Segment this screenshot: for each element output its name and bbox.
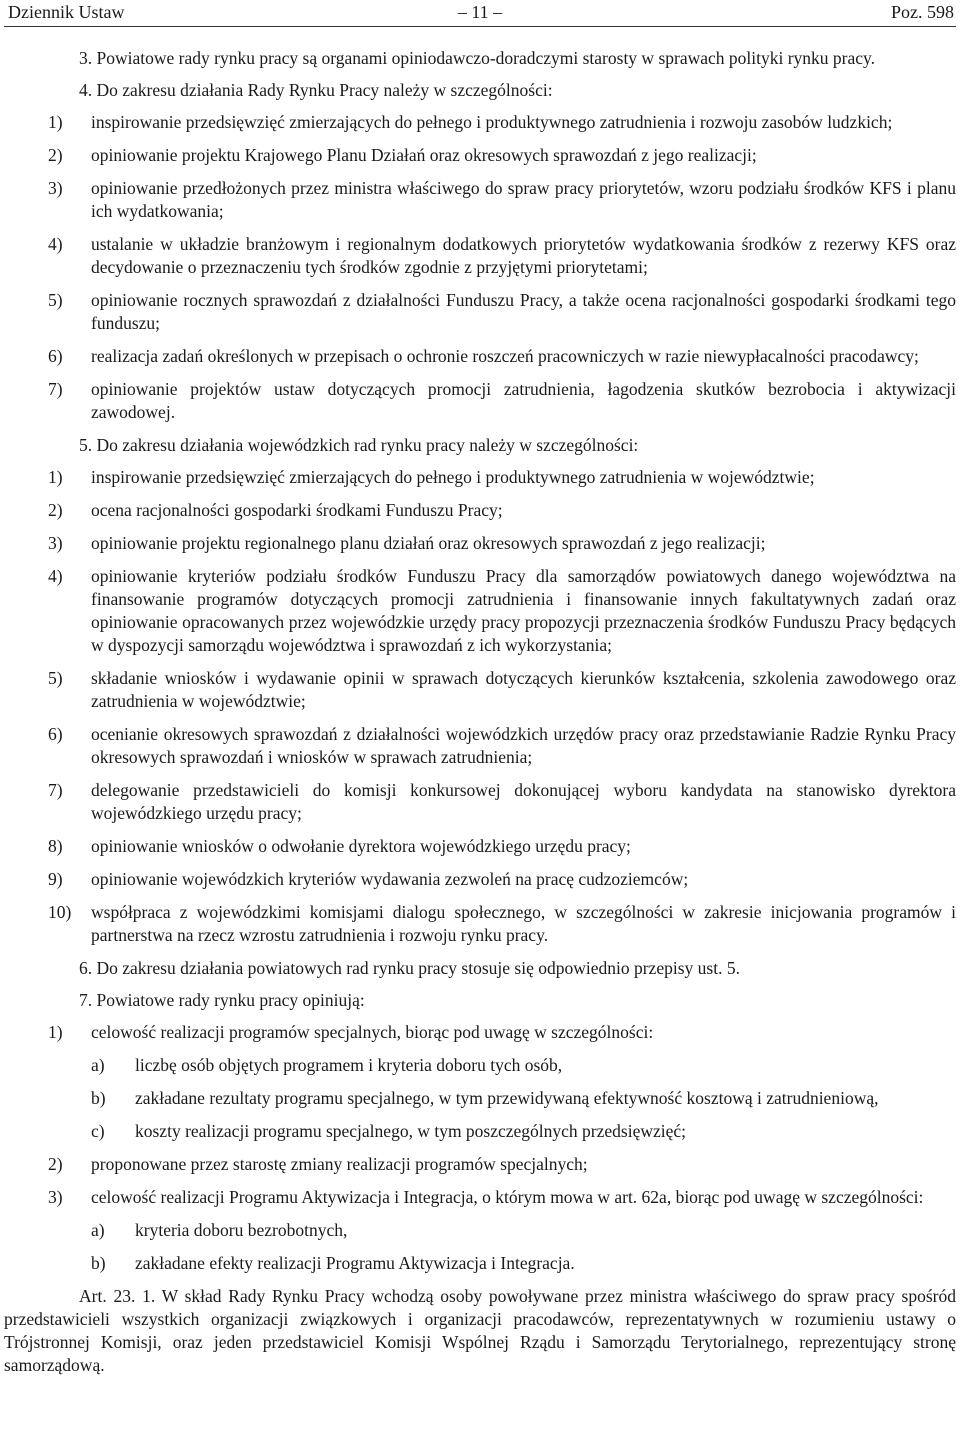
journal-title: Dziennik Ustaw [8,2,125,22]
sub-list-item [4,1120,956,1143]
item-number: 5) [48,290,63,310]
list-item [4,667,956,713]
sub-item-letter: b) [91,1088,106,1108]
sub-item-letter: b) [91,1253,106,1273]
item-number: 2) [48,1154,63,1174]
list-item [4,779,956,825]
page-number: – 11 – [457,2,503,22]
item-number: 9) [48,869,63,889]
list-item [4,111,956,134]
sub-list-item [4,1219,956,1242]
list-item [4,1186,956,1209]
item-number: 4) [48,234,63,254]
sub-list-item [4,1087,956,1110]
item-text: opiniowanie przedłożonych przez ministra właściwego do spraw pracy priorytetów, wzoru podziału środków KFS i planu ich wydatkowania; [91,178,956,221]
sub-item-text: liczbę osób objętych programem i kryteria doboru tych osób, [135,1055,563,1075]
list-item [4,1153,956,1176]
item-text: celowość realizacji programów specjalnych, biorąc pod uwagę w szczególności: [91,1022,654,1042]
paragraph-3: 3. Powiatowe rady rynku pracy są organami opiniodawczo-doradczymi starosty w sprawach polityki rynku pracy. [79,48,876,68]
item-number: 5) [48,668,63,688]
list-item [4,835,956,858]
item-text: opiniowanie wojewódzkich kryteriów wydawania zezwoleń na pracę cudzoziemców; [91,869,689,889]
paragraph-7-intro: 7. Powiatowe rady rynku pracy opiniują: [79,990,365,1010]
item-number: 1) [48,112,63,132]
item-text: inspirowanie przedsięwzięć zmierzających do pełnego i produktywnego zatrudnienia i rozwoju zasobów ludzkich; [91,112,893,132]
item-text: opiniowanie projektu regionalnego planu działań oraz okresowych sprawozdań z jego realizacji; [91,533,766,553]
list-item [4,499,956,522]
item-text: opiniowanie projektów ustaw dotyczących promocji zatrudnienia, łagodzenia skutków bezrobocia i aktywizacji zawodowej. [91,379,956,422]
list-item [4,532,956,555]
item-number: 3) [48,178,63,198]
item-number: 8) [48,836,63,856]
item-text: inspirowanie przedsięwzięć zmierzających do pełnego i produktywnego zatrudnienia w województwie; [91,467,815,487]
list-item [4,565,956,657]
item-text: opiniowanie rocznych sprawozdań z działalności Funduszu Pracy, a także ocena racjonalności gospodarki środkami tego funduszu; [91,290,956,333]
sub-list-item [4,1252,956,1275]
item-number: 3) [48,533,63,553]
paragraph-6: 6. Do zakresu działania powiatowych rad rynku pracy stosuje się odpowiednio przepisy ust. 5. [79,958,740,978]
item-text: delegowanie przedstawicieli do komisji konkursowej dokonującej wyboru kandydata na stanowisko dyrektora wojewódzkiego urzędu pracy; [91,780,956,823]
sub-item-letter: c) [91,1121,105,1141]
item-number: 2) [48,500,63,520]
list-item [4,177,956,223]
item-text: opiniowanie wniosków o odwołanie dyrektora wojewódzkiego urzędu pracy; [91,836,631,856]
item-number: 10) [48,902,72,922]
item-number: 6) [48,346,63,366]
list-item [4,466,956,489]
item-text: ocena racjonalności gospodarki środkami Funduszu Pracy; [91,500,503,520]
item-number: 7) [48,379,63,399]
item-number: 1) [48,467,63,487]
sub-item-text: kryteria doboru bezrobotnych, [135,1220,348,1240]
item-text: współpraca z wojewódzkimi komisjami dialogu społecznego, w szczególności w zakresie inicjowania programów i partnerstwa na rzecz wzrostu zatrudnienia i rozwoju rynku pracy. [91,902,956,945]
item-text: celowość realizacji Programu Aktywizacja i Integracja, o którym mowa w art. 62a, biorąc pod uwagę w szczególności: [91,1187,924,1207]
sub-item-text: koszty realizacji programu specjalnego, w tym poszczególnych przedsięwzięć; [135,1121,687,1141]
item-number: 2) [48,145,63,165]
position-number: Poz. 598 [891,2,954,22]
item-text: proponowane przez starostę zmiany realizacji programów specjalnych; [91,1154,588,1174]
list-item [4,901,956,947]
list-item [4,144,956,167]
item-number: 7) [48,780,63,800]
item-number: 4) [48,566,63,586]
item-text: ustalanie w układzie branżowym i regionalnym dodatkowych priorytetów wydatkowania środków z rezerwy KFS oraz decydowanie o przeznaczeniu tych środków zgodnie z przyjętymi priorytetami; [91,234,956,277]
sub-item-letter: a) [91,1055,105,1075]
list-item [4,289,956,335]
list-item [4,868,956,891]
item-text: opiniowanie kryteriów podziału środków Funduszu Pracy dla samorządów powiatowych danego województwa na finansowanie programów dotyczących promocji zatrudnienia i finansowanie innych fakultatywnych zadań oraz opiniowanie opracowanych przez wojewódzkie urzędy pracy propozycji przeznaczenia środków Funduszu Pracy będących w dyspozycji samorządu województwa i sprawozdań z ich wykorzystania; [91,566,956,655]
sub-list-item [4,1054,956,1077]
paragraph-4-intro: 4. Do zakresu działania Rady Rynku Pracy należy w szczególności: [79,80,553,100]
paragraph-5-intro: 5. Do zakresu działania wojewódzkich rad rynku pracy należy w szczególności: [79,435,639,455]
sub-item-text: zakładane efekty realizacji Programu Aktywizacja i Integracja. [135,1253,575,1273]
item-text: ocenianie okresowych sprawozdań z działalności wojewódzkich urzędów pracy oraz przedstawianie Radzie Rynku Pracy okresowych sprawozdań i wniosków w sprawach zatrudnienia; [91,724,956,767]
page-header [4,0,956,27]
list-item [4,1021,956,1044]
article-23: Art. 23. 1. W skład Rady Rynku Pracy wchodzą osoby powoływane przez ministra właściwego do spraw pracy spośród przedstawicieli wszystkich organizacji związkowych i organizacji pracodawców, reprezentatywnych w rozumieniu ustawy o Trójstronnej Komisji, oraz jeden przedstawiciel Komisji Wspólnej Rządu i Samorządu Terytorialnego, reprezentujący stronę samorządową. [4,1286,956,1375]
item-text: składanie wniosków i wydawanie opinii w sprawach dotyczących kierunków kształcenia, szkolenia zawodowego oraz zatrudnienia w województwie; [91,668,956,711]
document-body [4,27,956,1377]
item-number: 1) [48,1022,63,1042]
sub-item-letter: a) [91,1220,105,1240]
item-text: realizacja zadań określonych w przepisach o ochronie roszczeń pracowniczych w razie niewypłacalności pracodawcy; [91,346,919,366]
item-text: opiniowanie projektu Krajowego Planu Działań oraz okresowych sprawozdań z jego realizacji; [91,145,757,165]
item-number: 3) [48,1187,63,1207]
item-number: 6) [48,724,63,744]
list-item [4,345,956,368]
list-item [4,378,956,424]
list-item [4,233,956,279]
sub-item-text: zakładane rezultaty programu specjalnego, w tym przewidywaną efektywność kosztową i zatrudnieniową, [135,1088,879,1108]
list-item [4,723,956,769]
